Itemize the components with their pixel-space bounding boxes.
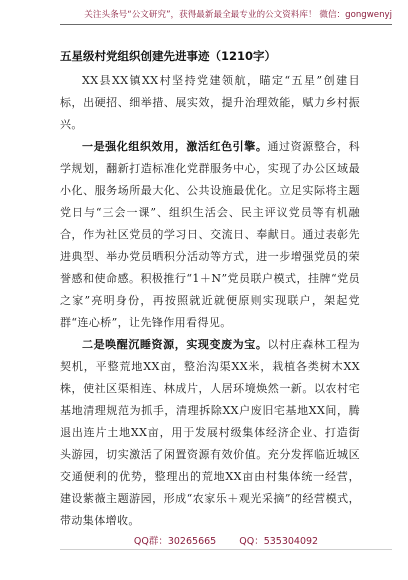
paragraph-text: 以村庄森林工程为契机，平整荒地XX亩，整治沟渠XX米，栽植各类树木XX株，使社区渠相连、林成片，人居环境焕然一新。以农村宅基地清理规范为抓手，清理拆除XX户废旧宅基地XX间，腾退出连片土地XX亩，用于发展村级集体经济企业、打造街头游园，切实激活了闲置资源有效价值。充分发挥临近城区交通便利的优势，整理出的荒地XX亩由村集体统一经营，建设紫薇主题游园，形成“农家乐＋观光采摘”的经营模式，带动集体增收。 [60,338,360,527]
paragraph-intro [60,70,360,136]
paragraph-lead: 二是唤醒沉睡资源，实现变废为宝。 [82,338,268,351]
paragraph-point-one [60,136,360,334]
paragraph-lead: 一是强化组织效用，激活红色引擎。 [82,140,268,153]
footer-qq-number: QQ：535304092 [239,536,319,547]
footer-contact [60,533,392,547]
header-divider [60,24,392,25]
paragraph-text: XX县XX镇XX村坚持党建领航，瞄定“五星”创建目标，出硬招、细举措、展实效，提升治理效能，赋力乡村振兴。 [60,74,360,131]
document-title: 五星级村党组织创建先进事迹（1210字） [60,49,277,63]
document-body [60,70,360,532]
paragraph-point-two [60,334,360,532]
footer-qq-group: QQ群：30265665 [133,536,217,547]
header-banner: 关注头条号“公文研究”，获得最新最全最专业的公文资料库！ 微信：gongwenyj [84,10,392,20]
paragraph-text: 通过资源整合，科学规划，翻新打造标准化党群服务中心，实现了办公区域最小化、服务场所最大化、公共设施最优化。立足实际将主题党日与“三会一课”、组织生活会、民主评议党员等有机融合，作为社区党员的学习日、交流日、奉献日。通过表彰先进典型、举办党员晒积分活动等方式，进一步增强党员的荣誉感和使命感。积极推行“1＋N”党员联户模式，挂牌“党员之家”亮明身份，再按照就近就便原则实现联户，架起党群“连心桥”，让先锋作用看得见。 [60,140,360,329]
footer-divider [60,549,392,550]
